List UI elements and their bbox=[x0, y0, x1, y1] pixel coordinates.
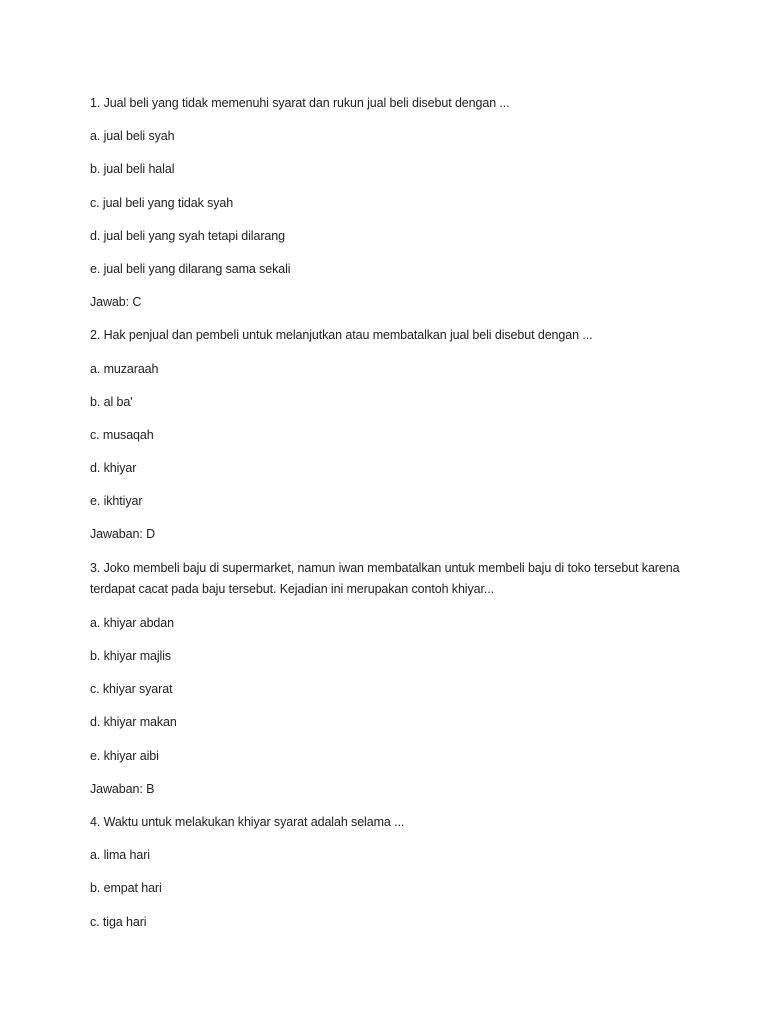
question-3-option-c: c. khiyar syarat bbox=[90, 682, 173, 697]
question-2-option-e: e. ikhtiyar bbox=[90, 494, 143, 509]
question-3-option-d: d. khiyar makan bbox=[90, 715, 177, 730]
question-1-answer: Jawab: C bbox=[90, 295, 142, 310]
question-3: 3. Joko membeli baju di supermarket, namun iwan membatalkan untuk membeli baju di toko tersebut karena terdapat cacat pada baju tersebut. Kejadian ini merupakan contoh khiyar... bbox=[90, 560, 680, 597]
question-2-option-a: a. muzaraah bbox=[90, 361, 159, 376]
question-2: 2. Hak penjual dan pembeli untuk melanjutkan atau membatalkan jual beli disebut dengan ... bbox=[90, 328, 593, 343]
question-4-option-b: b. empat hari bbox=[90, 881, 162, 896]
question-1-option-c: c. jual beli yang tidak syah bbox=[90, 195, 234, 210]
question-4: 4. Waktu untuk melakukan khiyar syarat adalah selama ... bbox=[90, 814, 405, 829]
question-2-option-b: b. al ba' bbox=[90, 394, 133, 409]
question-1-option-e: e. jual beli yang dilarang sama sekali bbox=[90, 261, 291, 276]
question-3-answer: Jawaban: B bbox=[90, 781, 155, 796]
question-3-option-b: b. khiyar majlis bbox=[90, 649, 172, 663]
question-4-option-c: c. tiga hari bbox=[90, 914, 147, 929]
question-4-option-a: a. lima hari bbox=[90, 848, 150, 863]
question-3-option-a: a. khiyar abdan bbox=[90, 615, 174, 630]
question-2-option-c: c. musaqah bbox=[90, 427, 154, 442]
question-1-option-d: d. jual beli yang syah tetapi dilarang bbox=[90, 228, 285, 243]
question-1-option-a: a. jual beli syah bbox=[90, 129, 175, 144]
question-1-option-b: b. jual beli halal bbox=[90, 162, 175, 177]
question-1: 1. Jual beli yang tidak memenuhi syarat dan rukun jual beli disebut dengan ... bbox=[90, 96, 510, 110]
question-2-answer: Jawaban: D bbox=[90, 527, 156, 542]
question-3-option-e: e. khiyar aibi bbox=[90, 748, 159, 763]
document-body bbox=[90, 93, 690, 945]
question-2-option-d: d. khiyar bbox=[90, 461, 137, 476]
